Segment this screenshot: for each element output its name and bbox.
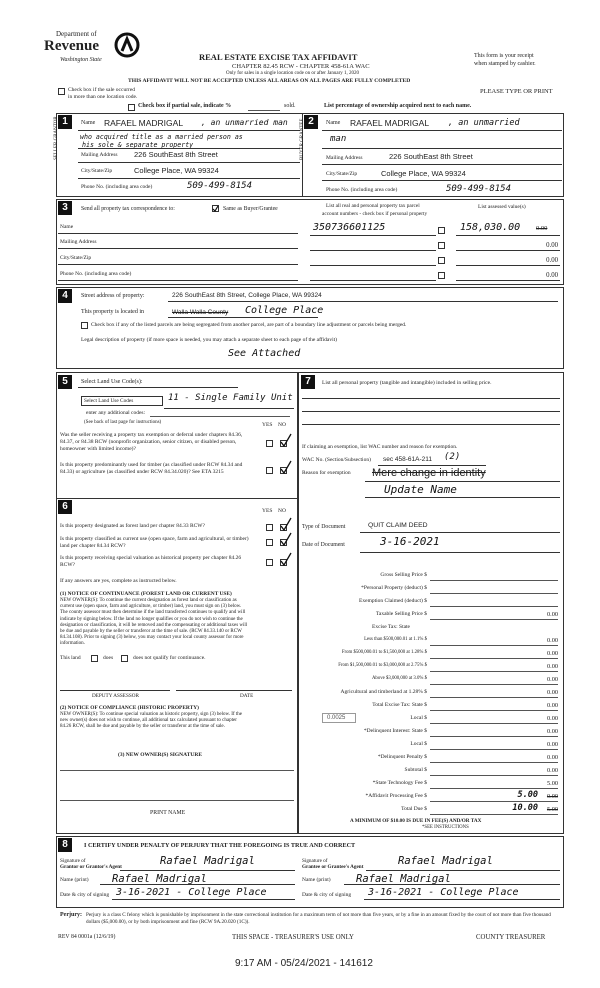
processing-fee-hw[interactable]: 5.00 xyxy=(517,790,538,800)
s6-q3-yes[interactable] xyxy=(266,559,273,566)
segregated-checkbox[interactable] xyxy=(81,322,88,329)
assessed-2-value[interactable]: 0.00 xyxy=(546,242,558,249)
grantor-date-label: Date & city of signing xyxy=(60,892,110,898)
print-name-label: PRINT NAME xyxy=(150,810,186,816)
additional-codes-field[interactable] xyxy=(150,416,290,417)
doc-type-value[interactable]: QUIT CLAIM DEED xyxy=(368,522,428,529)
grantor-date-city[interactable]: 3-16-2021 - College Place xyxy=(116,887,267,898)
agri-value[interactable]: 0.00 xyxy=(546,689,558,696)
buyer-mailing-value[interactable]: 226 SouthEast 8th Street xyxy=(389,152,473,161)
grantee-signature[interactable]: Rafael Madrigal xyxy=(398,855,493,867)
parcel-header-2: account numbers - check box if personal property xyxy=(322,211,428,217)
ownership-note: List percentage of ownership acquired next to each name. xyxy=(324,103,472,109)
county-treasurer: COUNTY TREASURER xyxy=(476,934,546,941)
notice1-title: (1) NOTICE OF CONTINUANCE (FOREST LAND OR CURRENT USE) xyxy=(60,591,232,597)
s6-q2-yes[interactable] xyxy=(266,539,273,546)
tier3-value[interactable]: 0.00 xyxy=(546,663,558,670)
tier1-label: Less than $500,000.01 at 1.1% $ xyxy=(364,637,427,642)
see-attached[interactable]: See Attached xyxy=(228,348,301,359)
s6-q2-text: Is this property classified as current use (open space, farm and agricultural, or timber) land per chapter 84.34 RCW? xyxy=(60,536,249,549)
buyer-side-label: BUYER GRANTEE xyxy=(300,118,305,160)
penalty-value[interactable]: 0.00 xyxy=(546,754,558,761)
deputy-date-label: DATE xyxy=(240,693,254,699)
seller-name-label: Name xyxy=(81,120,96,126)
s6-q3-no[interactable] xyxy=(280,559,287,566)
wac-value[interactable]: sec 458-61A-211 xyxy=(383,456,433,463)
subtotal-value[interactable]: 0.00 xyxy=(546,767,558,774)
revenue-logo xyxy=(44,30,144,68)
does-not-label: does not qualify for continuance. xyxy=(133,655,206,661)
additional-codes-label: enter any additional codes: xyxy=(86,410,146,416)
partial-sale-checkbox[interactable] xyxy=(128,104,135,111)
doc-date-label: Date of Document xyxy=(302,542,345,548)
wac-label: WAC No. (Section/Subsection) xyxy=(302,457,371,463)
tech-fee-value[interactable]: 5.00 xyxy=(546,780,558,787)
segregated-label: Check box if any of the listed parcels are being segregated from another parcel, are part of a boundary line adjustment or parcels being merged. xyxy=(91,322,407,328)
tech-fee-label: *State Technology Fee $ xyxy=(372,780,427,786)
s6-q2-no[interactable] xyxy=(280,539,287,546)
section-6-badge: 6 xyxy=(58,500,72,514)
total-state-label: Total Excise Tax: State $ xyxy=(372,702,427,708)
s6-q1-yes[interactable] xyxy=(266,524,273,531)
land-use-select[interactable] xyxy=(81,396,163,406)
tier4-value[interactable]: 0.00 xyxy=(546,676,558,683)
excise-state-label: Excise Tax: State xyxy=(372,624,411,630)
street-label: Street address of property: xyxy=(81,293,145,299)
local-rate-box[interactable] xyxy=(322,713,356,723)
gross-label: Gross Selling Price $ xyxy=(380,572,427,578)
does-not-checkbox[interactable] xyxy=(121,655,128,662)
new-owner-signature-label: (3) NEW OWNER(S) SIGNATURE xyxy=(118,752,202,758)
land-use-select-label: Select Land Use Codes xyxy=(84,398,134,404)
parcel-3-checkbox[interactable] xyxy=(438,257,445,264)
buyer-city-label: City/State/Zip xyxy=(326,171,358,177)
section-5-badge: 5 xyxy=(58,375,72,389)
gross-field[interactable] xyxy=(430,580,558,581)
s6-yes-label: YES xyxy=(262,508,273,514)
buyer-mailing-label: Mailing Address xyxy=(326,155,363,161)
processing-fee-label: *Affidavit Processing Fee $ xyxy=(365,793,427,799)
s5-yes-label: YES xyxy=(262,422,273,428)
local-value[interactable]: 0.00 xyxy=(546,715,558,722)
seller-mailing-value[interactable]: 226 SouthEast 8th Street xyxy=(134,150,218,159)
parcel-header-1: List all real and personal property tax parcel xyxy=(326,203,420,209)
seller-name-value[interactable]: RAFAEL MADRIGAL xyxy=(104,118,184,128)
legal-desc-label: Legal description of property (if more space is needed, you may attach a separate sheet to each page of the affidavit) xyxy=(81,337,337,343)
section-3-badge: 3 xyxy=(58,201,72,215)
buyer-name-hw2: man xyxy=(330,134,347,144)
buyer-phone-value[interactable]: 509-499-8154 xyxy=(446,184,512,194)
multiple-location-checkbox[interactable] xyxy=(58,88,65,95)
s5-q1-no[interactable] xyxy=(280,440,287,447)
certify-text: I CERTIFY UNDER PENALTY OF PERJURY THAT THE FOREGOING IS TRUE AND CORRECT xyxy=(84,842,356,849)
seller-phone-label: Phone No. (including area code) xyxy=(81,184,153,190)
s3-mailing-label: Mailing Address xyxy=(60,239,97,245)
s5-q2-text: Is this property predominantly used for timber (as classified under RCW 84.34 and 84.33) or agriculture (as classified under RCW 84.34.020)? See ETA 3215 xyxy=(60,462,243,475)
dept-name: Revenue xyxy=(44,38,99,54)
land-use-label: Select Land Use Code(s): xyxy=(81,379,143,385)
dept-top: Department of xyxy=(56,30,97,38)
local-rate-value: 0.0025 xyxy=(327,715,346,721)
doc-type-label: Type of Document xyxy=(302,524,346,530)
section-4-box xyxy=(56,287,564,369)
grantee-name[interactable]: Rafael Madrigal xyxy=(356,873,451,885)
partial-sale-field[interactable] xyxy=(248,110,280,111)
only-for-sales: Only for sales in a single location code on or after January 1, 2020 xyxy=(226,71,360,76)
delinquent-local-label: Local $ xyxy=(410,741,427,747)
exemption-field[interactable] xyxy=(430,606,558,607)
see-instructions: *SEE INSTRUCTIONS xyxy=(422,825,469,830)
section-1-badge: 1 xyxy=(58,115,72,129)
minimum-notice: A MINIMUM OF $10.00 IS DUE IN FEE(S) AND/OR TAX xyxy=(350,818,482,824)
located-hw[interactable]: College Place xyxy=(245,305,324,316)
tier1-value[interactable]: 0.00 xyxy=(546,637,558,644)
notice1-body: NEW OWNER(S): To continue the current designation as forest land or classification as current use (open space, farm and agriculture, or timber) land, you must sign on (3) below. The county assessor must then determine if the land transferred continues to qualify and will indicate by signing below. If the land no longer qualifies or you do not wish to continue the designation or classification, it will be removed and the compensating or additional taxes will be due and payable by the seller or transferor at the time of sale. (RCW 84.33.140 or RCW 84.34.108). Prior to signing (3) below, you may contact your local county assessor for more information. xyxy=(60,598,248,647)
perjury-text: Perjury is a class C felony which is punishable by imprisonment in the state correctional institution for a maximum term of not more than five years, or by a fine in an amount fixed by the court of not more than five thousand dollars ($5,000.00), or by both imprisonment and fine (RCW 9A.20.020 (1C)). xyxy=(86,912,551,925)
see-back-label: (See back of last page for instructions) xyxy=(84,420,162,425)
total-due-label: Total Due $ xyxy=(401,806,427,812)
s3-phone-label: Phone No. (including area code) xyxy=(60,271,132,277)
agri-label: Agricultural and timberland at 1.28% $ xyxy=(340,689,427,695)
tier4-label: Above $3,000,000 at 3.0% $ xyxy=(371,676,427,681)
processing-fee-strike: 0.00 xyxy=(546,793,558,800)
receipt-note-2: when stamped by cashier. xyxy=(474,61,536,67)
list-personal-label: List all personal property (tangible and intangible) included in selling price. xyxy=(322,380,492,386)
grantee-date-city[interactable]: 3-16-2021 - College Place xyxy=(368,887,519,898)
buyer-name-label: Name xyxy=(326,120,341,126)
same-as-label: Same as Buyer/Grantee xyxy=(223,206,278,212)
located-strike: Walla Walla County xyxy=(172,309,229,316)
print-name-field[interactable] xyxy=(60,800,294,801)
check-icon xyxy=(280,433,292,447)
grantee-name-label: Name (print) xyxy=(302,877,331,883)
grantee-sig-label-2: Grantee or Grantee's Agent xyxy=(302,864,364,870)
total-state-value[interactable]: 0.00 xyxy=(546,702,558,709)
grantor-signature[interactable]: Rafael Madrigal xyxy=(160,855,255,867)
penalty-label: *Delinquent Penalty $ xyxy=(377,754,427,760)
treasurer-space: THIS SPACE - TREASURER'S USE ONLY xyxy=(232,934,354,941)
buyer-name-hw1: , an unmarried xyxy=(448,118,520,128)
partial-sale-label: Check box if partial sale, indicate % xyxy=(138,103,232,109)
same-as-buyer-checkbox[interactable] xyxy=(212,205,219,212)
recording-stamp: 9:17 AM - 05/24/2021 - 141612 xyxy=(235,958,373,969)
parcel-1-value[interactable]: 350736601125 xyxy=(313,222,386,233)
send-all-label: Send all property tax correspondence to: xyxy=(81,206,175,212)
seller-city-value[interactable]: College Place, WA 99324 xyxy=(134,166,219,175)
grantor-sig-label-1: Signature of xyxy=(60,858,86,864)
perjury-label: Perjury: xyxy=(60,912,82,918)
s5-q2-yes[interactable] xyxy=(266,467,273,474)
section-8-badge: 8 xyxy=(58,838,72,852)
land-use-value[interactable]: 11 - Single Family Unit xyxy=(168,393,293,403)
street-value[interactable]: 226 SouthEast 8th Street, College Place, WA 99324 xyxy=(172,292,322,299)
multiple-location-label-1: Check box if the sale occurred xyxy=(68,87,136,93)
subtotal-label: Subtotal $ xyxy=(404,767,427,773)
if-yes-note: If any answers are yes, complete as instructed below. xyxy=(60,578,177,584)
seller-name-hw3: his sole & separate property xyxy=(82,141,194,149)
grantor-name[interactable]: Rafael Madrigal xyxy=(112,873,207,885)
delinquent-state-label: *Delinquent Interest: State $ xyxy=(363,728,427,734)
total-due-strike: 5.00 xyxy=(546,806,558,813)
grantor-sig-label-2: Grantor or Grantor's Agent xyxy=(60,864,122,870)
does-label: does xyxy=(103,655,114,661)
seller-city-label: City/State/Zip xyxy=(81,168,113,174)
seller-mailing-label: Mailing Address xyxy=(81,152,118,158)
s3-city-label: City/State/Zip xyxy=(60,255,92,261)
grantor-name-label: Name (print) xyxy=(60,877,89,883)
taxable-label: Taxable Selling Price $ xyxy=(375,611,427,617)
partial-sale-sold: sold. xyxy=(284,103,296,109)
new-owner-signature-field[interactable] xyxy=(60,770,294,771)
form-title: REAL ESTATE EXCISE TAX AFFIDAVIT xyxy=(199,52,358,62)
multiple-location-label-2: in more than one location code. xyxy=(68,94,138,100)
section-2-badge: 2 xyxy=(304,115,318,129)
tier2-value[interactable]: 0.00 xyxy=(546,650,558,657)
notice2-title: (2) NOTICE OF COMPLIANCE (HISTORIC PROPERTY) xyxy=(60,705,199,711)
grantee-date-label: Date & city of signing xyxy=(302,892,352,898)
local-label: Local $ xyxy=(410,715,427,721)
buyer-phone-label: Phone No. (including area code) xyxy=(326,187,398,193)
does-checkbox[interactable] xyxy=(91,655,98,662)
seller-side-label: SELLER GRANTOR xyxy=(54,116,59,160)
s3-name-label: Name xyxy=(60,224,74,230)
s6-no-label: NO xyxy=(278,508,286,514)
located-label: This property is located in xyxy=(81,309,144,315)
receipt-note-1: This form is your receipt xyxy=(474,53,534,59)
deputy-assessor-label: DEPUTY ASSESSOR xyxy=(92,693,139,699)
assessed-1-strike: 0.00 xyxy=(536,225,548,232)
check-icon xyxy=(280,532,292,546)
seller-name-hw2: who acquired title as a married person as xyxy=(80,133,243,141)
wac-hw: (2) xyxy=(444,452,461,462)
doc-date-value[interactable]: 3-16-2021 xyxy=(380,535,440,548)
reason-hw[interactable]: Update Name xyxy=(384,483,457,496)
seller-name-hw1: , an unmarried man xyxy=(201,118,288,127)
buyer-name-value[interactable]: RAFAEL MADRIGAL xyxy=(350,118,430,128)
delinquent-local-value[interactable]: 0.00 xyxy=(546,741,558,748)
revenue-logo-icon xyxy=(114,32,140,58)
s5-no-label: NO xyxy=(278,422,286,428)
assessed-4-value[interactable]: 0.00 xyxy=(546,272,558,279)
seller-phone-value[interactable]: 509-499-8154 xyxy=(187,181,253,191)
check-icon xyxy=(280,552,292,566)
taxable-value[interactable]: 0.00 xyxy=(546,611,558,618)
buyer-city-value[interactable]: College Place, WA 99324 xyxy=(381,169,466,178)
parcel-2-checkbox[interactable] xyxy=(438,242,445,249)
form-chapter: CHAPTER 82.45 RCW - CHAPTER 458-61A WAC xyxy=(232,63,370,70)
parcel-4-checkbox[interactable] xyxy=(438,272,445,279)
personal-field[interactable] xyxy=(430,593,558,594)
this-land-label: This land xyxy=(60,655,81,661)
s6-q3-text: Is this property receiving special valuation as historical property per chapter 84.26 RCW? xyxy=(60,555,242,568)
section-4-badge: 4 xyxy=(58,289,72,303)
exemption-label: Exemption Claimed (deduct) $ xyxy=(359,598,427,604)
assessed-1-value[interactable]: 158,030.00 xyxy=(460,222,521,233)
reason-label: Reason for exemption xyxy=(302,470,351,476)
wac-claim-label: If claiming an exemption, list WAC number and reason for exemption. xyxy=(302,444,458,450)
grantee-sig-label-1: Signature of xyxy=(302,858,328,864)
notice2-body: NEW OWNER(S): To continue special valuation as historic property, sign (3) below. If the new owner(s) does not wish to continue, all additional tax calculated pursuant to chapter 84.26 RCW, shall be due and payable by the seller or transferor at the time of sale. xyxy=(60,712,242,730)
check-icon xyxy=(212,205,219,212)
s6-q1-text: Is this property designated as forest land per chapter 84.33 RCW? xyxy=(60,523,205,529)
section-7-badge: 7 xyxy=(301,375,315,389)
tier2-label: From $500,000.01 to $1,500,000 at 1.28% $ xyxy=(341,650,427,655)
reason-strike: Mere change in identity xyxy=(372,467,486,479)
s6-q1-no[interactable] xyxy=(280,524,287,531)
s5-q2-no[interactable] xyxy=(280,467,287,474)
dept-state: Washington State xyxy=(60,57,102,63)
type-or-print: PLEASE TYPE OR PRINT xyxy=(480,88,553,95)
not-accepted-notice: THIS AFFIDAVIT WILL NOT BE ACCEPTED UNLESS ALL AREAS ON ALL PAGES ARE FULLY COMPLETED xyxy=(128,78,411,84)
total-due-hw[interactable]: 10.00 xyxy=(512,803,538,813)
tier3-label: From $1,500,000.01 to $3,000,000 at 2.75% $ xyxy=(338,663,427,668)
assessed-3-value[interactable]: 0.00 xyxy=(546,257,558,264)
delinquent-state-value[interactable]: 0.00 xyxy=(546,728,558,735)
tax-calc xyxy=(302,572,560,830)
rev-number: REV 84 0001a (12/6/19) xyxy=(58,934,116,940)
parcel-1-checkbox[interactable] xyxy=(438,227,445,234)
assessed-header: List assessed value(s) xyxy=(478,204,526,210)
s5-q1-text: Was the seller receiving a property tax exemption or deferral under chapters 84.36, 84.37, or 84.38 RCW (nonprofit organization, senior citizen, or disabled person, homeowner with limited income)? xyxy=(60,432,243,452)
personal-label: *Personal Property (deduct) $ xyxy=(361,585,427,591)
check-icon xyxy=(280,517,292,531)
check-icon xyxy=(280,460,292,474)
s5-q1-yes[interactable] xyxy=(266,440,273,447)
